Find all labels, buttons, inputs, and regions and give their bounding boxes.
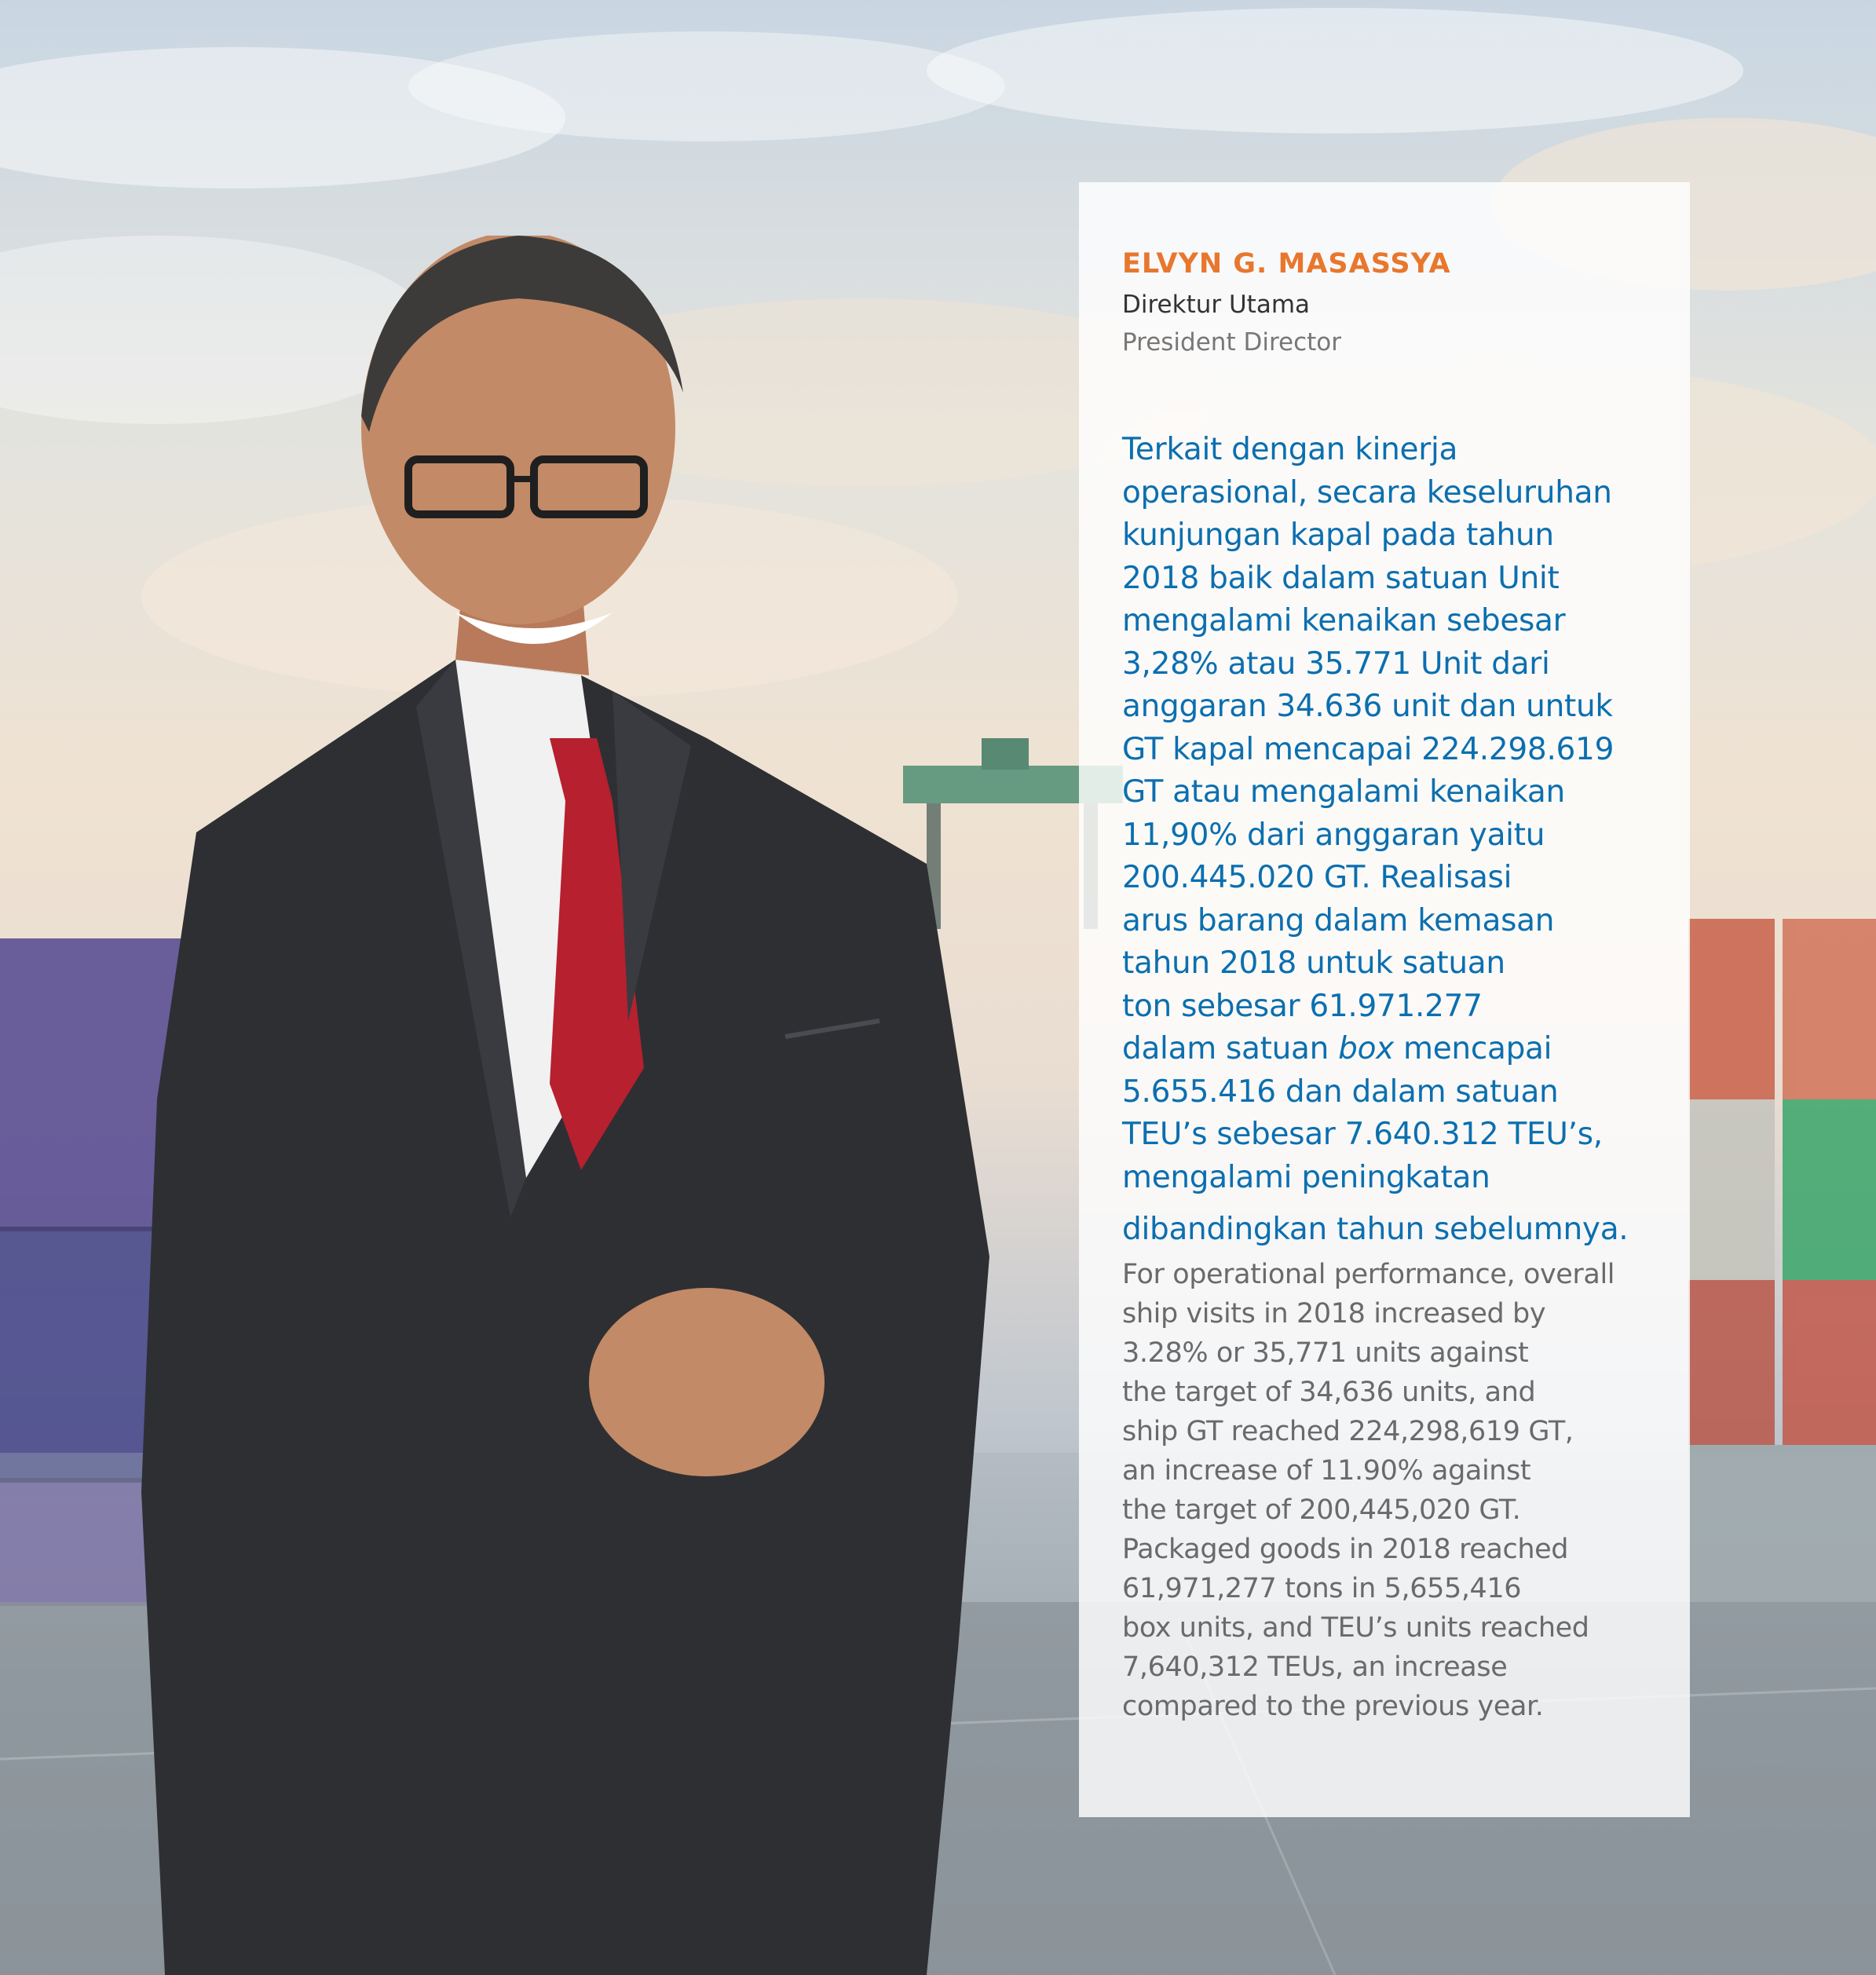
quote-indonesian-part-a: Terkait dengan kinerja operasional, secara keseluruhan kunjungan kapal pada tahun 2018 baik dalam satuan Unit mengalami kenaikan sebesar 3,28% atau 35.771 Unit dari anggaran 34.636 unit dan untuk GT kapal mencapai 224.298.619 GT atau mengalami kenaikan 11,90% dari anggaran yaitu 200.445.020 GT. Realisasi arus barang dalam kemasan tahun 2018 untuk satuan ton sebesar 61.971.277 [1122,432,1615,1024]
quote-indonesian-last-line: dibandingkan tahun sebelumnya. [1122,1212,1629,1247]
quote-panel [1079,182,1690,1817]
box-line-pre: dalam satuan [1122,1031,1339,1066]
quote-indonesian [1122,429,1647,1252]
quote-english: For operational performance, overall ship visits in 2018 increased by 3.28% or 35,771 units against the target of 34,636 units, and ship GT reached 224,298,619 GT, an increase of 11.90% against the target of 200,445,020 GT. Packaged goods in 2018 reached 61,971,277 tons in 5,655,416 box units, and TEU’s units reached 7,640,312 TEUs, an increase compared to the previous year. [1122,1258,1615,1722]
quote-indonesian-part-b: 5.655.416 dan dalam satuan TEU’s sebesar 7.640.312 TEU’s, mengalami peningkatan [1122,1073,1603,1195]
director-name: ELVYN G. MASASSYA [1122,248,1451,280]
role-indonesian: Direktur Utama [1122,291,1311,319]
director-portrait [141,236,1107,1975]
box-line-post: mencapai [1393,1031,1552,1066]
quote-indonesian-box-line [1122,1028,1647,1071]
role-english: President Director [1122,328,1341,357]
box-line-italic: box [1338,1031,1394,1066]
